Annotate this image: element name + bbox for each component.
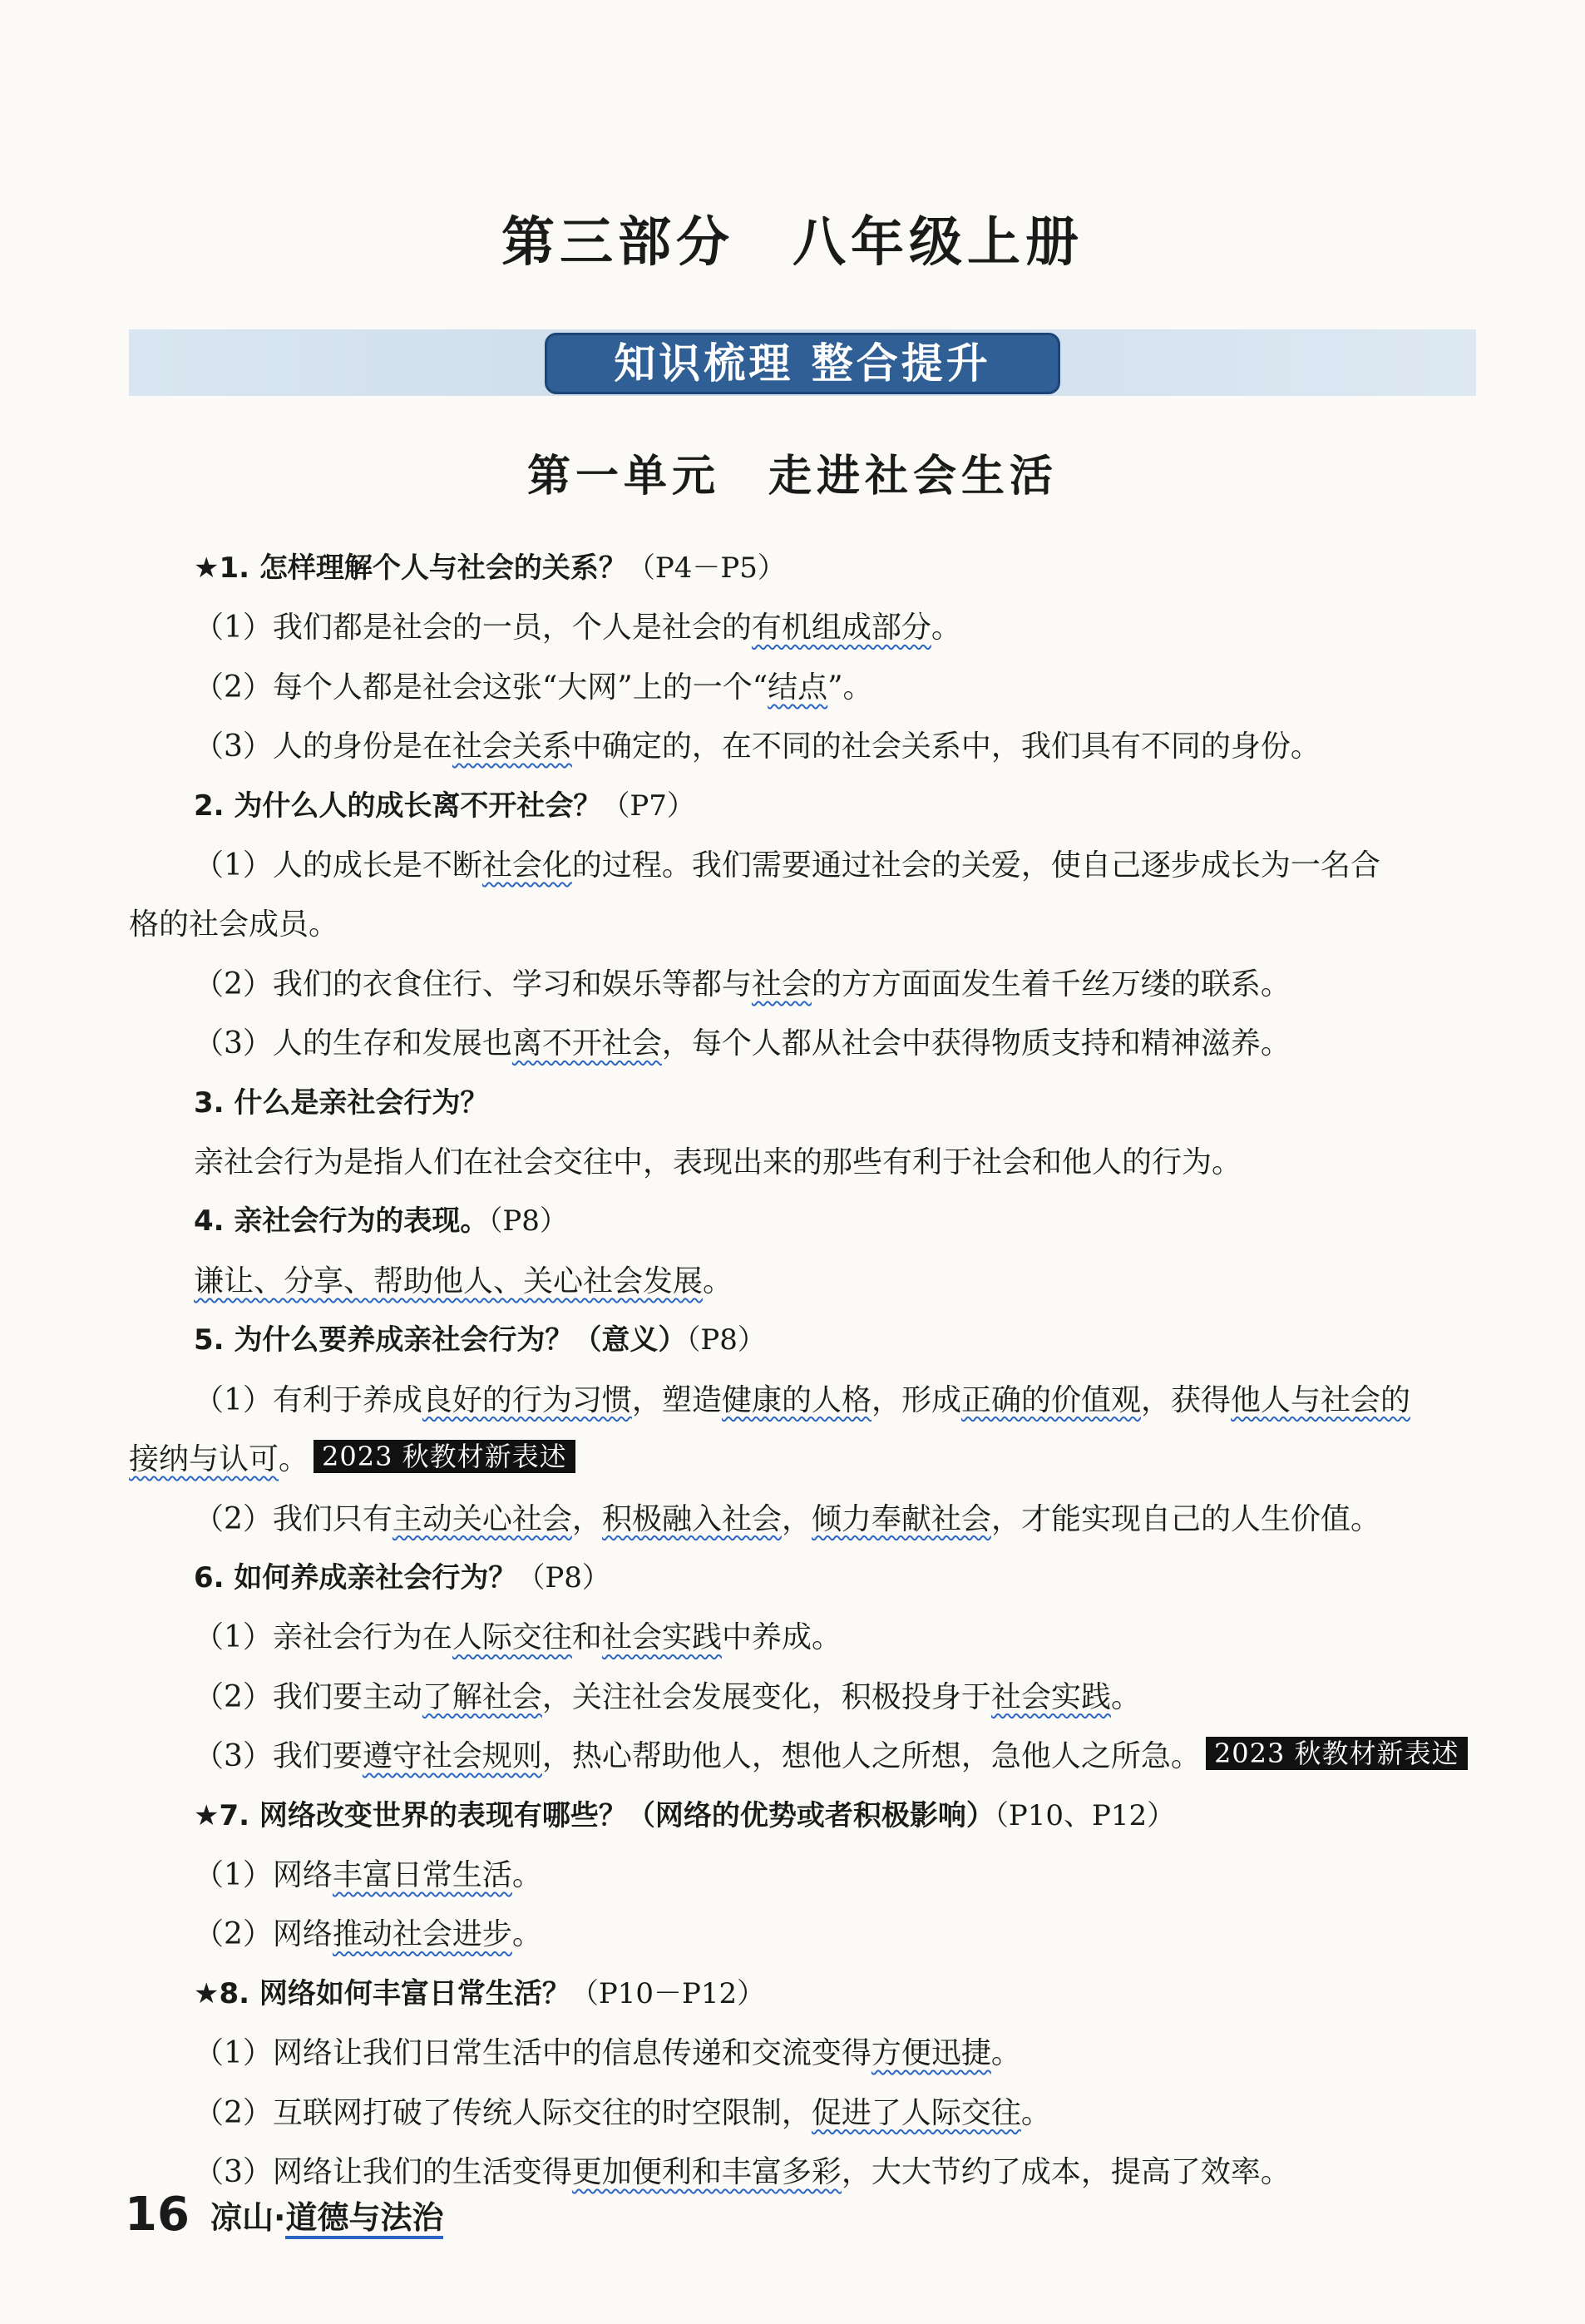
answer-line <box>129 1490 1476 1549</box>
text-segment: 。 <box>703 1263 733 1298</box>
answer-line <box>129 598 1476 657</box>
text-segment: ，塑造 <box>631 1382 722 1417</box>
text-segment: （1）亲社会行为在 <box>194 1620 452 1655</box>
page-ref: （P7） <box>601 789 695 823</box>
content-body <box>129 539 1476 2202</box>
answer-line <box>129 1608 1476 1667</box>
answer-line <box>129 1905 1476 1964</box>
text-segment: 格的社会成员。 <box>129 907 339 942</box>
text-segment: （2）我们的衣食住行、学习和娱乐等都与 <box>194 967 752 1001</box>
new-edition-tag: 2023 秋教材新表述 <box>314 1440 575 1473</box>
text-segment: 。 <box>279 1442 309 1477</box>
key-phrase: 方便迅捷 <box>871 2036 991 2071</box>
text-segment: ，关注社会发展变化，积极投身于 <box>541 1679 991 1714</box>
answer-line <box>129 1371 1476 1430</box>
text-segment: ★1. 怎样理解个人与社会的关系？ <box>194 551 627 585</box>
text-segment: 。 <box>511 1917 542 1952</box>
text-segment: （1）网络 <box>194 1857 333 1892</box>
key-phrase: 接纳与认可 <box>129 1442 279 1477</box>
key-phrase: 更加便利和丰富多彩 <box>571 2154 842 2189</box>
question-heading <box>129 1311 1476 1370</box>
key-phrase: 了解社会 <box>422 1679 542 1714</box>
key-phrase: 有机组成部分 <box>751 611 931 645</box>
text-segment: （1）网络让我们日常生活中的信息传递和交流变得 <box>194 2036 872 2071</box>
text-segment: 。 <box>931 611 961 645</box>
key-phrase: 倾力奉献社会 <box>811 1501 991 1536</box>
key-phrase: 社会化 <box>481 848 572 883</box>
text-segment: （3）人的身份是在 <box>194 729 452 764</box>
answer-line <box>129 895 1476 954</box>
text-segment: ， <box>571 1501 602 1536</box>
footer <box>125 2188 443 2246</box>
key-phrase: 遵守社会规则 <box>362 1739 542 1774</box>
text-segment: （3）网络让我们的生活变得 <box>194 2154 572 2189</box>
text-segment: ，才能实现自己的人生价值。 <box>990 1501 1380 1536</box>
question-heading <box>129 1549 1476 1608</box>
key-phrase: 社会实践 <box>601 1620 722 1655</box>
question-heading <box>129 1787 1476 1846</box>
question-heading <box>129 1192 1476 1251</box>
part-title: 第三部分 八年级上册 <box>501 211 1084 274</box>
question-heading <box>129 1965 1476 2024</box>
answer-line <box>129 1133 1476 1192</box>
text-segment: （1）我们都是社会的一员，个人是社会的 <box>194 611 752 645</box>
key-phrase: 良好的行为习惯 <box>422 1382 632 1417</box>
key-phrase: 积极融入社会 <box>601 1501 782 1536</box>
text-segment: ，大大节约了成本，提高了效率。 <box>841 2154 1291 2189</box>
text-segment: ，每个人都从社会中获得物质支持和精神滋养。 <box>661 1026 1291 1061</box>
answer-line <box>129 1668 1476 1727</box>
text-segment: （3）人的生存和发展也 <box>194 1026 512 1061</box>
text-segment: 6. 如何养成亲社会行为？ <box>194 1560 517 1595</box>
key-phrase: 社会 <box>751 967 812 1001</box>
text-segment: 的方方面面发生着千丝万缕的联系。 <box>811 967 1291 1001</box>
text-segment: ★8. 网络如何丰富日常生活？ <box>194 1976 570 2010</box>
answer-line <box>129 1846 1476 1905</box>
text-segment: ，热心帮助他人，想他人之所想，急他人之所急。 <box>541 1739 1201 1774</box>
answer-line <box>129 955 1476 1014</box>
question-heading <box>129 1074 1476 1133</box>
text-segment: 。 <box>511 1857 542 1892</box>
answer-line <box>129 1252 1476 1311</box>
text-segment: （2）互联网打破了传统人际交往的时空限制， <box>194 2095 812 2130</box>
text-segment: 3. 什么是亲社会行为？ <box>194 1085 489 1120</box>
key-phrase: 谦让、分享、帮助他人、关心社会发展 <box>194 1263 704 1298</box>
book-subject: 道德与法治 <box>285 2199 443 2239</box>
page-ref: （P8） <box>516 1560 610 1595</box>
text-segment: （3）我们要 <box>194 1739 363 1774</box>
page-ref: （P8） <box>686 1323 766 1357</box>
text-segment: （1）人的成长是不断 <box>194 848 482 883</box>
new-edition-tag: 2023 秋教材新表述 <box>1206 1737 1468 1770</box>
text-segment: 。 <box>990 2036 1021 2071</box>
text-segment: ， <box>781 1501 812 1536</box>
answer-line <box>129 1430 1476 1489</box>
text-segment: （2）网络 <box>194 1917 333 1952</box>
page-ref: （P8） <box>488 1204 568 1239</box>
key-phrase: 推动社会进步 <box>332 1917 512 1952</box>
text-segment: 。 <box>1020 2095 1051 2130</box>
page-ref: （P10－P12） <box>570 1976 766 2010</box>
page-ref: （P10、P12） <box>994 1798 1176 1832</box>
text-segment: 。 <box>1110 1679 1141 1714</box>
key-phrase: 促进了人际交往 <box>811 2095 1021 2130</box>
text-segment: ，形成 <box>871 1382 961 1417</box>
key-phrase: 主动关心社会 <box>392 1501 572 1536</box>
section-banner: 知识梳理 整合提升 <box>545 333 1060 394</box>
text-segment: 4. 亲社会行为的表现。 <box>194 1204 489 1239</box>
answer-line <box>129 836 1476 895</box>
key-phrase: 离不开社会 <box>511 1026 662 1061</box>
text-segment: 亲社会行为是指人们在社会交往中，表现出来的那些有利于社会和他人的行为。 <box>194 1145 1242 1180</box>
text-segment: （1）有利于养成 <box>194 1382 422 1417</box>
unit-title: 第一单元 走进社会生活 <box>526 452 1058 502</box>
page-ref: （P4－P5） <box>626 551 786 585</box>
key-phrase: 正确的价值观 <box>960 1382 1141 1417</box>
page-number: 16 <box>125 2188 190 2242</box>
text-segment: 中确定的，在不同的社会关系中，我们具有不同的身份。 <box>571 729 1321 764</box>
key-phrase: 他人与社会的 <box>1231 1382 1411 1417</box>
key-phrase: 结点 <box>768 670 828 705</box>
answer-line <box>129 2084 1476 2143</box>
question-heading <box>129 777 1476 836</box>
key-phrase: 人际交往 <box>452 1620 572 1655</box>
answer-line <box>129 717 1476 776</box>
answer-line <box>129 2024 1476 2083</box>
text-segment: ”。 <box>827 670 873 705</box>
text-segment: （2）每个人都是社会这张“大网”上的一个“ <box>194 670 768 705</box>
text-segment: 5. 为什么要养成亲社会行为？（意义） <box>194 1323 687 1357</box>
question-heading <box>129 539 1476 598</box>
text-segment: 的过程。我们需要通过社会的关爱，使自己逐步成长为一名合 <box>571 848 1380 883</box>
text-segment: （2）我们只有 <box>194 1501 393 1536</box>
text-segment: 2. 为什么人的成长离不开社会？ <box>194 789 602 823</box>
key-phrase: 社会关系 <box>452 729 572 764</box>
book-prefix: 凉山· <box>210 2199 286 2236</box>
key-phrase: 丰富日常生活 <box>332 1857 512 1892</box>
answer-line <box>129 1014 1476 1073</box>
answer-line <box>129 1727 1476 1786</box>
key-phrase: 健康的人格 <box>721 1382 872 1417</box>
text-segment: ★7. 网络改变世界的表现有哪些？（网络的优势或者积极影响） <box>194 1798 995 1832</box>
text-segment: ，获得 <box>1140 1382 1231 1417</box>
text-segment: 中养成。 <box>721 1620 842 1655</box>
key-phrase: 社会实践 <box>990 1679 1111 1714</box>
text-segment: 和 <box>571 1620 602 1655</box>
text-segment: （2）我们要主动 <box>194 1679 422 1714</box>
book-name <box>210 2199 443 2236</box>
answer-line <box>129 658 1476 717</box>
